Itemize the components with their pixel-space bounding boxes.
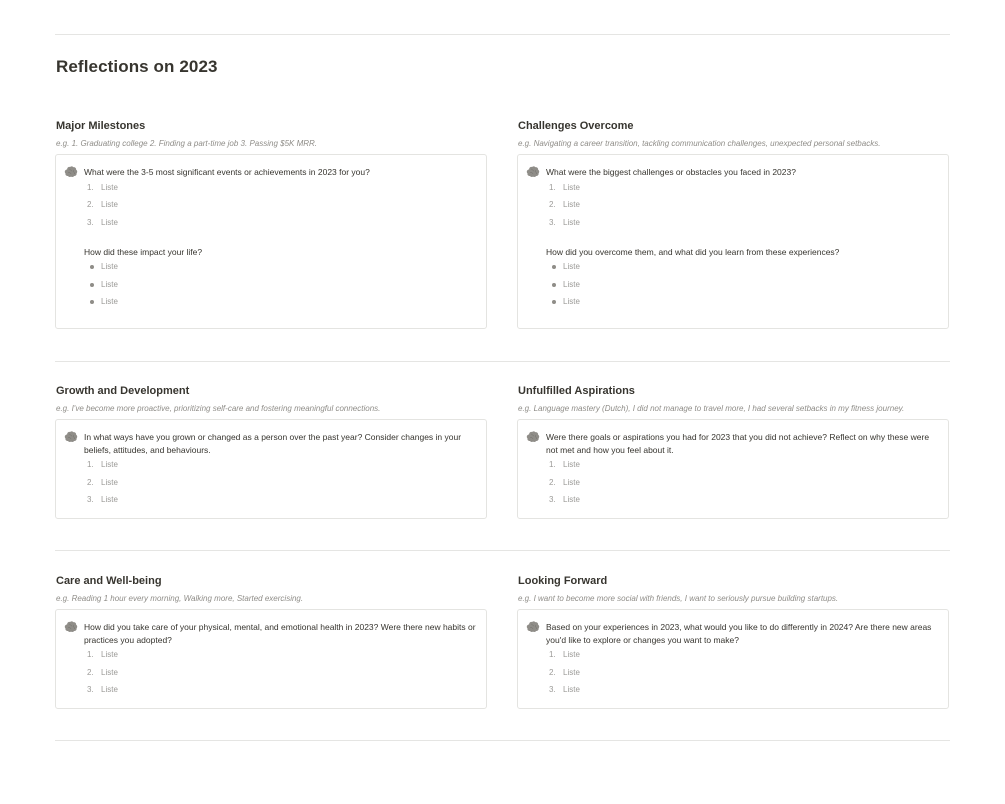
section-heading[interactable]: Unfulfilled Aspirations bbox=[518, 385, 635, 397]
list-item[interactable] bbox=[84, 199, 478, 217]
list-item-text: Liste bbox=[563, 279, 580, 289]
list-item[interactable] bbox=[84, 261, 478, 279]
bullet-icon bbox=[552, 283, 556, 287]
callout[interactable] bbox=[517, 609, 949, 709]
question-text[interactable]: Were there goals or aspirations you had for 2023 that you did not achieve? Reflect on why these were not met and how you feel about it. bbox=[546, 432, 930, 455]
list-number: 1. bbox=[87, 182, 94, 192]
list-item-text: Liste bbox=[563, 200, 580, 210]
list-item-text: Liste bbox=[101, 217, 118, 227]
list-item-text: Liste bbox=[563, 667, 580, 677]
callout[interactable] bbox=[517, 154, 949, 329]
list-number: 3. bbox=[549, 495, 556, 505]
list-item[interactable] bbox=[84, 649, 478, 667]
list-item-text: Liste bbox=[101, 477, 118, 487]
numbered-list bbox=[546, 459, 940, 512]
list-number: 1. bbox=[549, 650, 556, 659]
list-number: 1. bbox=[87, 460, 94, 469]
question-text[interactable]: What were the biggest challenges or obstacles you faced in 2023? bbox=[546, 167, 796, 177]
brain-icon bbox=[526, 431, 540, 443]
brain-icon bbox=[526, 166, 540, 178]
list-number: 1. bbox=[549, 460, 556, 469]
brain-icon bbox=[64, 431, 78, 443]
list-number: 2. bbox=[549, 200, 556, 210]
list-number: 2. bbox=[87, 200, 94, 210]
list-item[interactable] bbox=[546, 684, 940, 702]
list-number: 3. bbox=[549, 685, 556, 695]
list-item-text: Liste bbox=[101, 667, 118, 677]
page-title[interactable]: Reflections on 2023 bbox=[56, 57, 218, 76]
numbered-list bbox=[546, 649, 940, 702]
section-example[interactable]: e.g. I want to become more social with friends, I want to seriously pursue building startups. bbox=[518, 594, 839, 603]
list-number: 3. bbox=[87, 685, 94, 695]
divider bbox=[55, 740, 950, 741]
list-number: 2. bbox=[549, 477, 556, 487]
brain-icon bbox=[64, 621, 78, 633]
question-text[interactable]: How did you take care of your physical, mental, and emotional health in 2023? Were there new habits or practices you adopted? bbox=[84, 622, 476, 645]
list-item-text: Liste bbox=[101, 297, 118, 307]
callout[interactable] bbox=[55, 609, 487, 709]
list-number: 3. bbox=[87, 495, 94, 505]
list-item[interactable] bbox=[84, 296, 478, 314]
list-item[interactable] bbox=[84, 279, 478, 297]
list-item-text: Liste bbox=[101, 182, 118, 192]
question-text[interactable]: What were the 3-5 most significant events or achievements in 2023 for you? bbox=[84, 167, 370, 177]
section-heading[interactable]: Care and Well-being bbox=[56, 575, 162, 587]
section-example[interactable]: e.g. I've become more proactive, prioritizing self-care and fostering meaningful connections. bbox=[56, 404, 381, 413]
list-item-text: Liste bbox=[101, 495, 118, 505]
list-item[interactable] bbox=[546, 199, 940, 217]
callout[interactable] bbox=[517, 419, 949, 519]
list-item[interactable] bbox=[546, 667, 940, 685]
list-item-text: Liste bbox=[101, 460, 118, 469]
list-item-text: Liste bbox=[563, 477, 580, 487]
list-item-text: Liste bbox=[563, 217, 580, 227]
section-example[interactable]: e.g. Language mastery (Dutch), I did not manage to travel more, I had several setbacks in my fitness journey. bbox=[518, 404, 905, 413]
bullet-icon bbox=[90, 300, 94, 304]
list-item-text: Liste bbox=[101, 685, 118, 695]
brain-icon bbox=[64, 166, 78, 178]
list-item-text: Liste bbox=[563, 262, 580, 272]
list-item[interactable] bbox=[84, 684, 478, 702]
list-item[interactable] bbox=[546, 279, 940, 297]
list-item[interactable] bbox=[84, 459, 478, 477]
list-item-text: Liste bbox=[101, 262, 118, 272]
callout[interactable] bbox=[55, 154, 487, 329]
list-item-text: Liste bbox=[563, 495, 580, 505]
numbered-list bbox=[84, 459, 478, 512]
list-item[interactable] bbox=[84, 182, 478, 200]
section-example[interactable]: e.g. Reading 1 hour every morning, Walking more, Started exercising. bbox=[56, 594, 304, 603]
list-item[interactable] bbox=[546, 494, 940, 512]
section-heading[interactable]: Growth and Development bbox=[56, 385, 190, 397]
bullet-icon bbox=[552, 300, 556, 304]
list-number: 1. bbox=[549, 182, 556, 192]
list-number: 3. bbox=[549, 217, 556, 227]
list-item-text: Liste bbox=[563, 460, 580, 469]
bulleted-list bbox=[546, 261, 940, 314]
list-item[interactable] bbox=[546, 296, 940, 314]
callout[interactable] bbox=[55, 419, 487, 519]
bulleted-list bbox=[84, 261, 478, 314]
list-item-text: Liste bbox=[563, 182, 580, 192]
numbered-list bbox=[84, 649, 478, 702]
list-item[interactable] bbox=[546, 459, 940, 477]
list-item[interactable] bbox=[546, 182, 940, 200]
list-item-text: Liste bbox=[101, 200, 118, 210]
list-item-text: Liste bbox=[101, 279, 118, 289]
question-text[interactable]: Based on your experiences in 2023, what would you like to do differently in 2024? Are there new areas you'd like to explore or changes you want to make? bbox=[546, 622, 932, 645]
question-text[interactable]: How did you overcome them, and what did you learn from these experiences? bbox=[546, 246, 840, 257]
list-item[interactable] bbox=[546, 477, 940, 495]
list-item[interactable] bbox=[84, 494, 478, 512]
question-text[interactable]: How did these impact your life? bbox=[84, 246, 203, 257]
list-item[interactable] bbox=[546, 261, 940, 279]
numbered-list bbox=[546, 182, 940, 235]
list-item-text: Liste bbox=[101, 650, 118, 659]
bullet-icon bbox=[90, 265, 94, 269]
list-item-text: Liste bbox=[563, 650, 580, 659]
list-item-text: Liste bbox=[563, 297, 580, 307]
list-number: 2. bbox=[87, 667, 94, 677]
list-number: 2. bbox=[87, 477, 94, 487]
section-example[interactable]: e.g. Navigating a career transition, tackling communication challenges, unexpected personal setbacks. bbox=[518, 139, 881, 148]
question-text[interactable]: In what ways have you grown or changed as a person over the past year? Consider changes in your beliefs, attitudes, and behaviours. bbox=[84, 432, 462, 455]
list-number: 1. bbox=[87, 650, 94, 659]
list-number: 3. bbox=[87, 217, 94, 227]
list-item[interactable] bbox=[84, 477, 478, 495]
divider bbox=[55, 550, 950, 551]
section-heading[interactable]: Challenges Overcome bbox=[518, 120, 634, 132]
list-number: 2. bbox=[549, 667, 556, 677]
numbered-list bbox=[84, 182, 478, 235]
list-item-text: Liste bbox=[563, 685, 580, 695]
section-heading[interactable]: Major Milestones bbox=[56, 120, 146, 132]
list-item[interactable] bbox=[546, 649, 940, 667]
section-example[interactable]: e.g. 1. Graduating college 2. Finding a part-time job 3. Passing $5K MRR. bbox=[56, 139, 318, 148]
divider bbox=[55, 34, 950, 35]
list-item[interactable] bbox=[84, 667, 478, 685]
section-heading[interactable]: Looking Forward bbox=[518, 575, 608, 587]
list-item[interactable] bbox=[84, 217, 478, 235]
list-item[interactable] bbox=[546, 217, 940, 235]
bullet-icon bbox=[552, 265, 556, 269]
bullet-icon bbox=[90, 283, 94, 287]
brain-icon bbox=[526, 621, 540, 633]
divider bbox=[55, 361, 950, 362]
